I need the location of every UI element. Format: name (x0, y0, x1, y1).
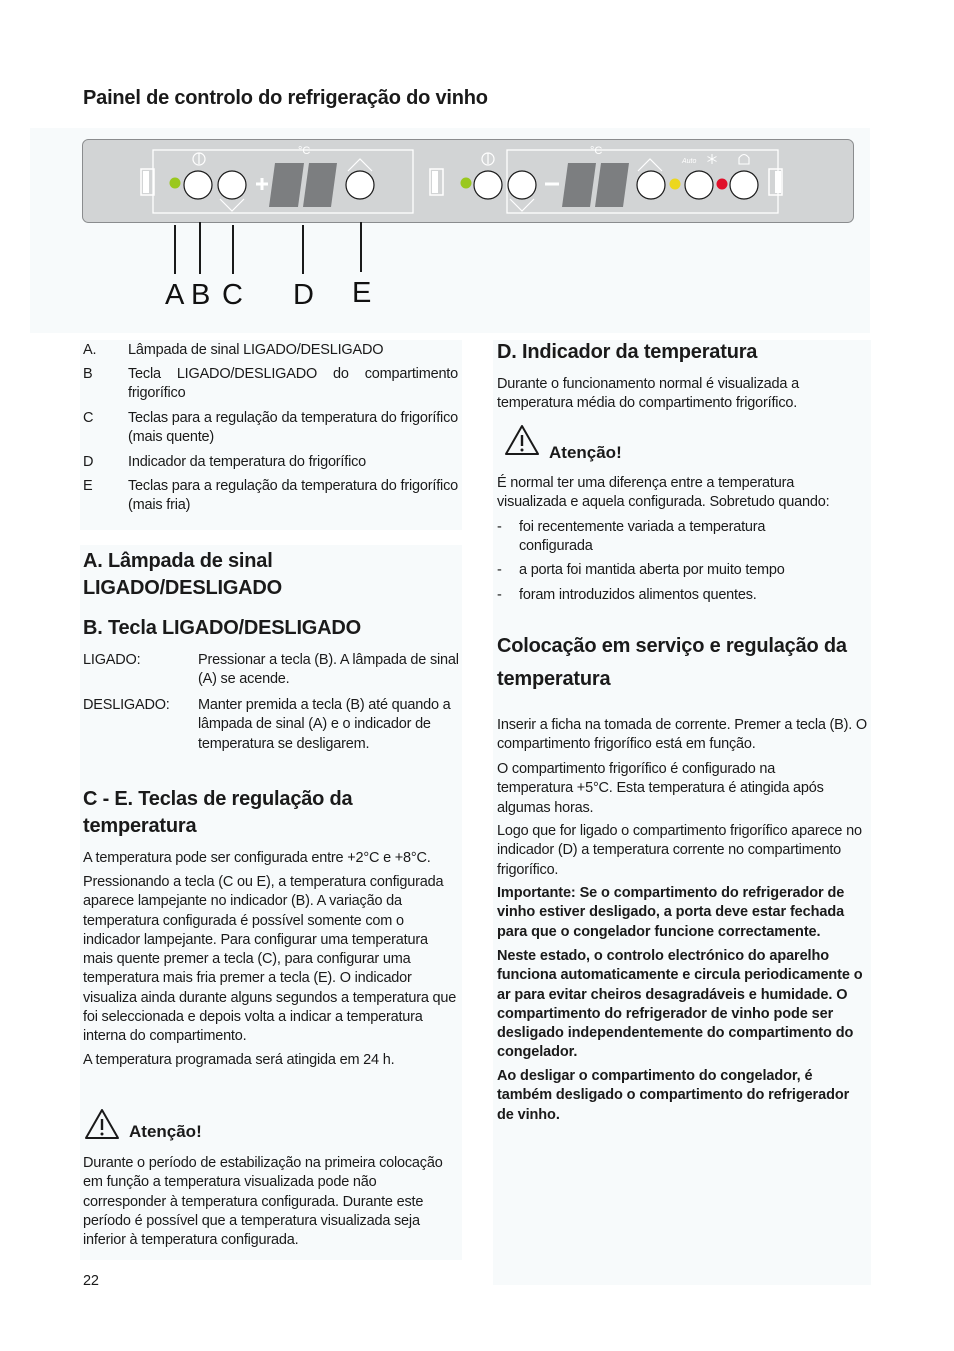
temperature-display-digit-2-left (303, 163, 337, 207)
warmer-button-right (508, 171, 536, 199)
bullet-text: a porta foi mantida aberta por muito tempo (519, 562, 785, 578)
panel-label-a: A (165, 279, 185, 311)
attention-intro-right: É normal ter uma diferença entre a temperatura visualizada e aquela configurada. Sobretudo quando: (497, 475, 830, 511)
attention-text-left: Durante o período de estabilização na primeira colocação em função a temperatura visualizada pode não corresponder à temperatura configurada. Durante este período é possível que a temperatura visualizada seja inferior à temperatura configurada. (83, 1155, 443, 1249)
service-paragraph: Logo que for ligado o compartimento frigorífico aparece no indicador (D) a temperatura corrente no compartimento frigorífico. (497, 823, 862, 878)
important-paragraph: Importante: Se o compartimento do refrigerador de vinho estiver desligado, a porta deve estar fechada para que o congelador funcione correctamente. (497, 885, 845, 940)
bullet-mark: - (497, 587, 502, 603)
important-paragraph: Neste estado, o controlo electrónico do aparelho funciona automaticamente e circula periodicamente o ar para evitar cheiros desagradáveis e humidade. O compartimento do refrigerador de vinho pode ser desligado independentemente do compartimento do congelador. (497, 948, 863, 1061)
section-d-title: D. Indicador da temperatura (497, 341, 758, 363)
panel-label-d: D (293, 279, 314, 311)
list-item-key: C (83, 410, 94, 426)
section-ce-title: C - E. Teclas de regulação da temperatura (83, 788, 353, 837)
mid-handle-inner (432, 171, 438, 193)
panel-label-e: E (352, 277, 372, 309)
warning-triangle-icon (504, 424, 540, 456)
panel-label-c: C (222, 279, 243, 311)
page-title: Painel de controlo do refrigeração do vinho (83, 87, 488, 109)
ce-paragraph: Pressionando a tecla (C ou E), a temperatura configurada aparece lampejante no indicador (B). A variação da temperatura configurada é possível somente com o indicador lampejante. Para configurar uma temperatura mais quente premer a tecla (C), para configurar uma temperatura mais fria premer a tecla (E). O indicador visualiza ainda durante alguns segundos a temperatura que foi seleccionada e depois volta a indicar a temperatura interna do compartimento. (83, 874, 457, 1045)
left-handle-inner (143, 171, 149, 193)
indicator-lamp-red (717, 179, 728, 190)
list-item-text: Tecla LIGADO/DESLIGADO do compartimento frigorífico (128, 366, 458, 402)
ce-paragraph: A temperatura programada será atingida em 24 h. (83, 1052, 395, 1068)
bullet-mark: - (497, 519, 502, 535)
important-paragraph: Ao desligar o compartimento do congelador, é também desligado o compartimento do refrigerador de vinho. (497, 1068, 850, 1123)
list-item-key: E (83, 478, 93, 494)
fastfreeze-button (685, 171, 713, 199)
onoff-button-left (184, 171, 212, 199)
list-item-key: A. (83, 342, 97, 358)
bullet-mark: - (497, 562, 502, 578)
list-item-text: Teclas para a regulação da temperatura do frigorífico (mais fria) (128, 478, 458, 514)
d-paragraph: Durante o funcionamento normal é visualizada a temperatura média do compartimento frigorífico. (497, 376, 799, 412)
colder-button-right (637, 171, 665, 199)
list-item-key: B (83, 366, 93, 382)
bullet-text: foi recentemente variada a temperatura configurada (519, 519, 766, 555)
section-service-title: Colocação em serviço e regulação da temperatura (497, 635, 847, 690)
list-item-key: D (83, 454, 94, 470)
indicator-lamp-green-right (461, 178, 472, 189)
panel-label-b: B (191, 279, 211, 311)
right-handle-inner (775, 171, 781, 193)
page-number: 22 (83, 1273, 99, 1289)
indicator-lamp-green-left (170, 178, 181, 189)
indicator-lamp-yellow (670, 179, 681, 190)
control-panel-illustration (82, 139, 854, 224)
list-item-text: Teclas para a regulação da temperatura do frigorífico (mais quente) (128, 410, 458, 446)
onoff-button-right (474, 171, 502, 199)
colder-button-left (346, 171, 374, 199)
unit-label-right: °C (590, 145, 603, 157)
service-paragraph: Inserir a ficha na tomada de corrente. Premer a tecla (B). O compartimento frigorífico está em função. (497, 717, 867, 753)
definition-key: LIGADO: (83, 652, 141, 668)
service-paragraph: O compartimento frigorífico é configurado na temperatura +5°C. Esta temperatura é atingida após algumas horas. (497, 761, 824, 816)
definition-key: DESLIGADO: (83, 697, 170, 713)
ce-paragraph: A temperatura pode ser configurada entre +2°C e +8°C. (83, 850, 431, 866)
attention-label-right: Atenção! (549, 443, 622, 462)
alarm-button (730, 171, 758, 199)
warning-triangle-icon (84, 1108, 120, 1140)
warmer-button-left (218, 171, 246, 199)
list-item-text: Lâmpada de sinal LIGADO/DESLIGADO (128, 342, 384, 358)
unit-label-left: °C (298, 145, 311, 157)
attention-label-left: Atenção! (129, 1122, 202, 1141)
list-item-text: Indicador da temperatura do frigorífico (128, 454, 367, 470)
definition-text: Manter premida a tecla (B) até quando a lâmpada de sinal (A) e o indicador de temperatura se desligarem. (198, 697, 451, 752)
bullet-text: foram introduzidos alimentos quentes. (519, 587, 757, 603)
pointer-lines (160, 222, 380, 278)
auto-label: Auto (682, 158, 697, 165)
definition-text: Pressionar a tecla (B). A lâmpada de sinal (A) se acende. (198, 652, 459, 688)
section-a-title: A. Lâmpada de sinal LIGADO/DESLIGADO (83, 550, 283, 599)
temperature-display-digit-1-left (269, 163, 304, 207)
section-b-title: B. Tecla LIGADO/DESLIGADO (83, 617, 361, 639)
